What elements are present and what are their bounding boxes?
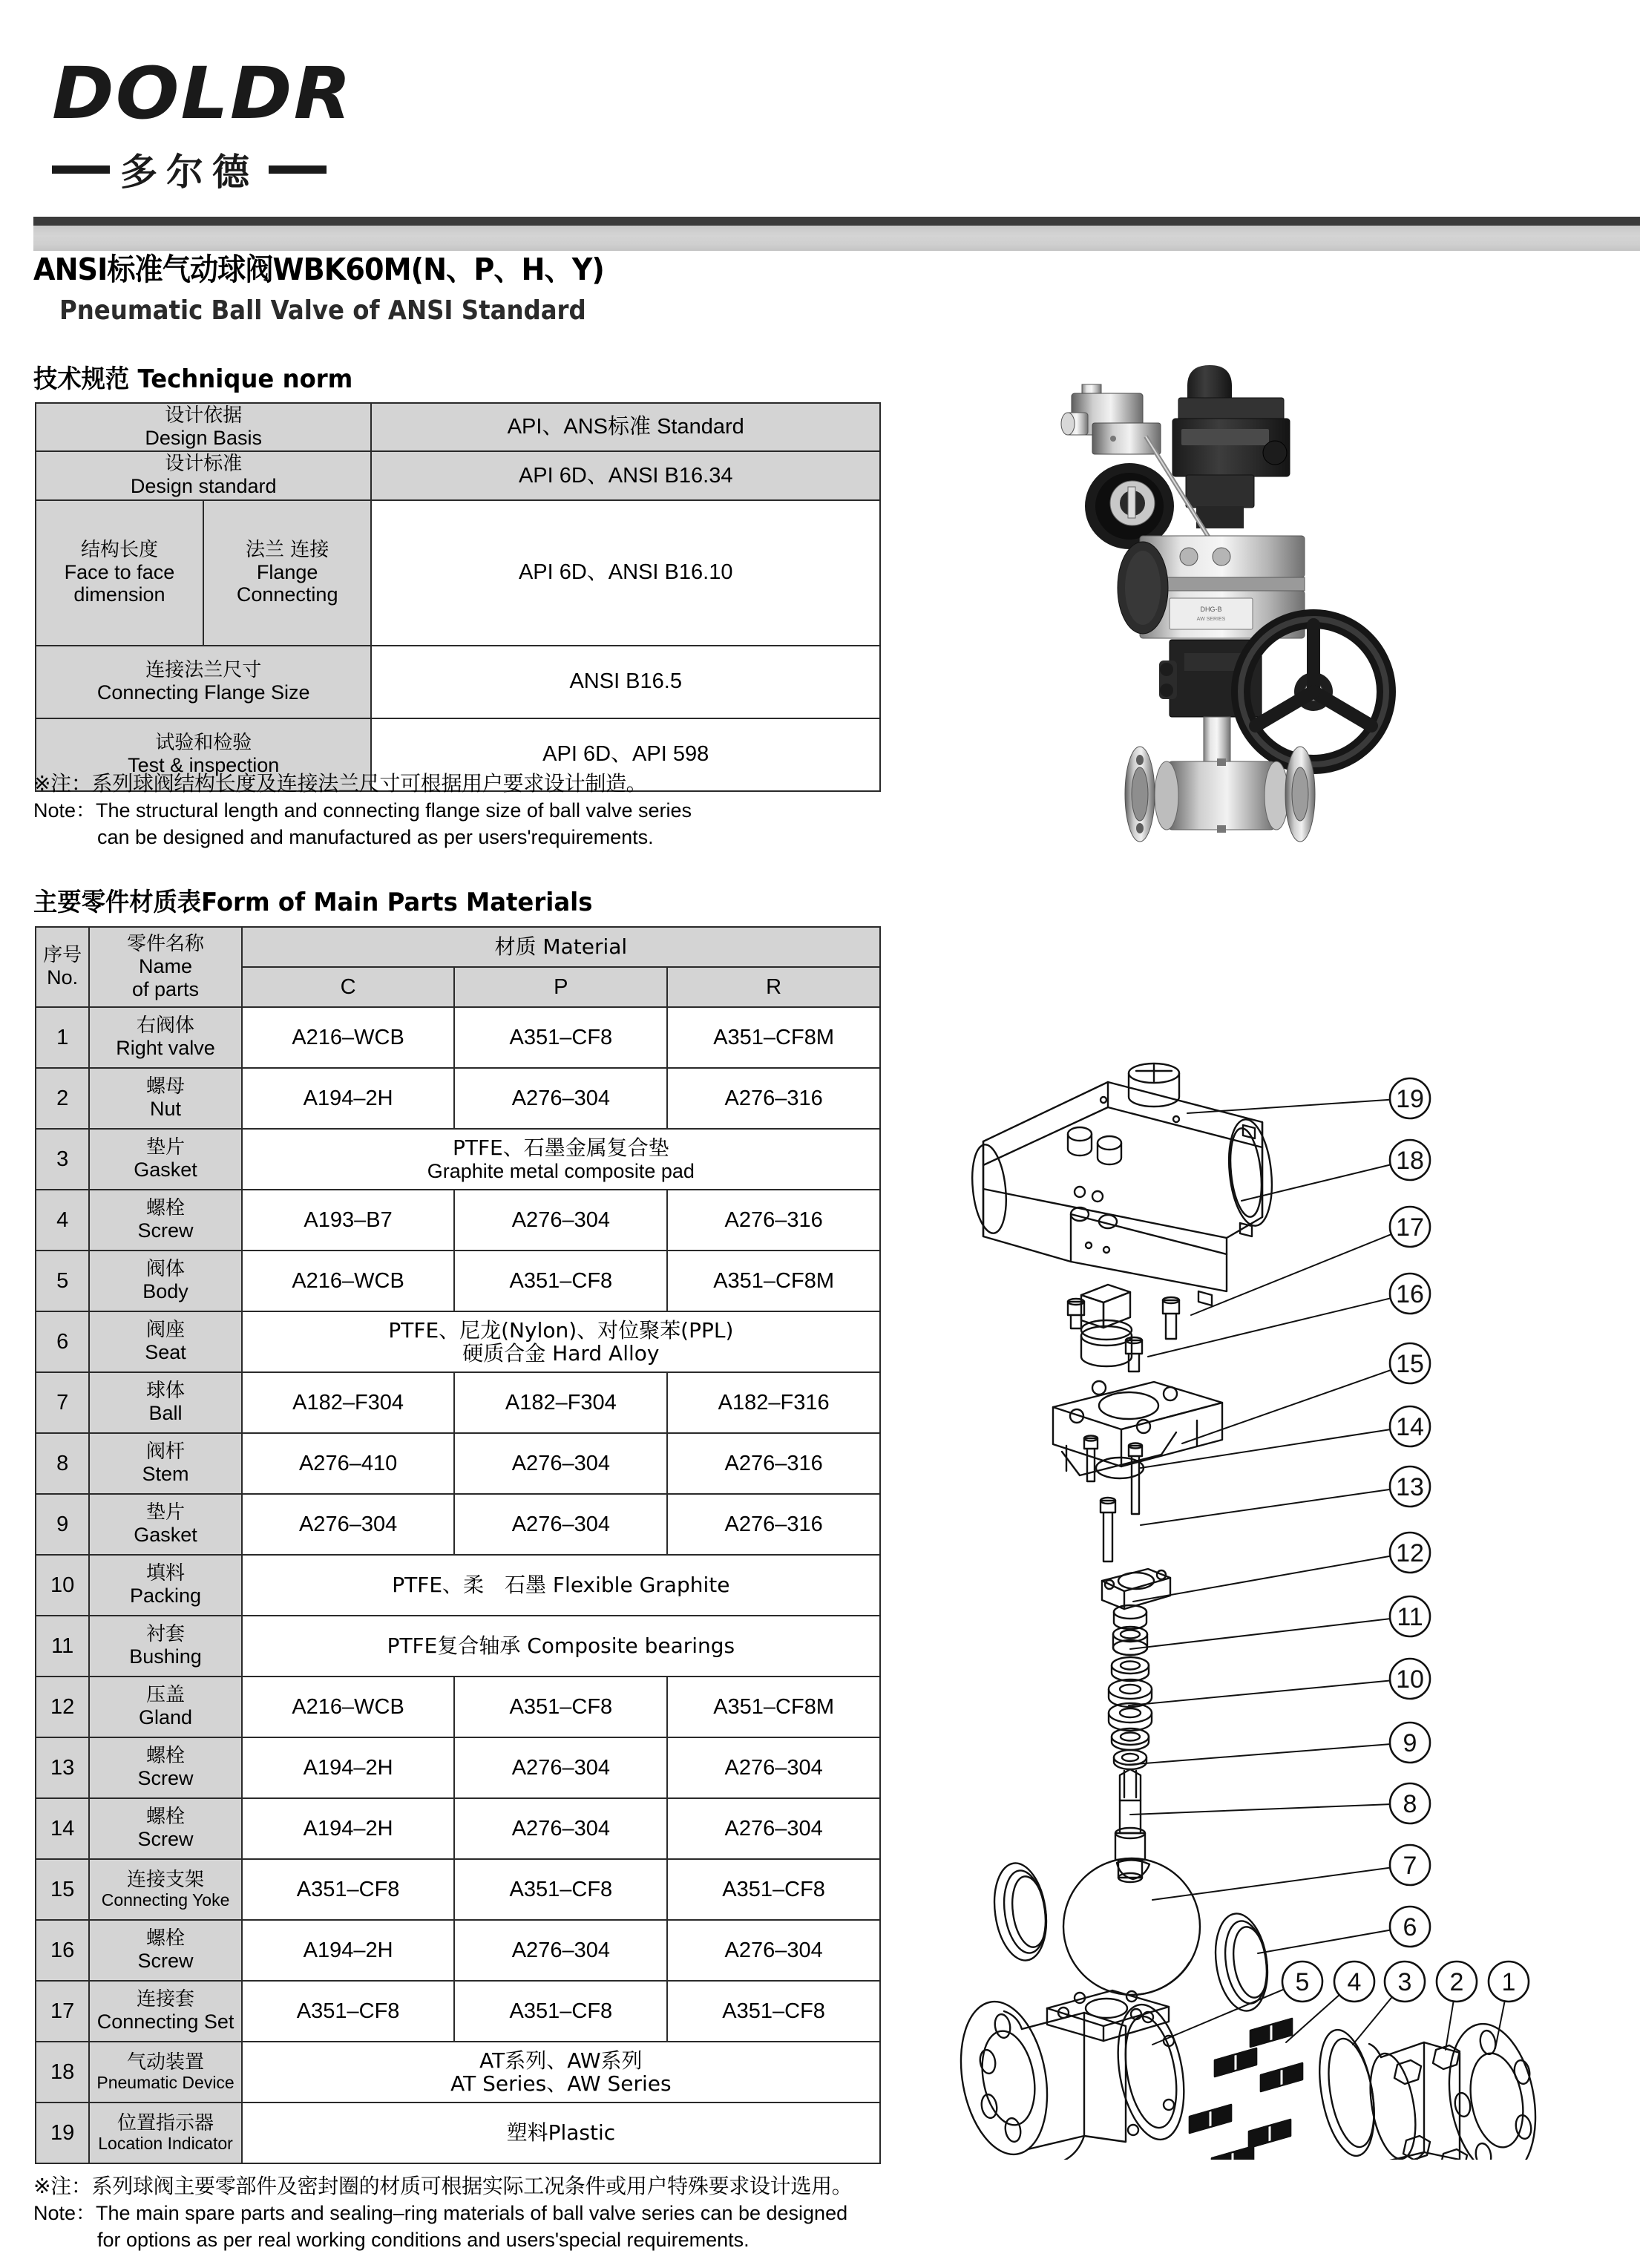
cell-part-name: [89, 1555, 241, 1616]
callout-leader-line: [1141, 1429, 1390, 1468]
cell-no: 10: [36, 1555, 89, 1616]
cell-part-name: [89, 1311, 241, 1372]
table-row: [36, 1372, 880, 1433]
header-col-c: C: [242, 967, 455, 1007]
part-name-en: Connecting Set: [96, 2010, 234, 2033]
cell-part-name: [89, 2042, 241, 2103]
table-row: [36, 2103, 880, 2163]
cell-part-name: [89, 1129, 241, 1190]
callout-leader-line: [1286, 1995, 1339, 2042]
cell-material-c: A193–B7: [242, 1190, 455, 1251]
technique-norm-note: [33, 770, 692, 850]
callout-5: [1282, 1961, 1322, 2002]
table-row: [36, 1920, 880, 1981]
callout-12: [1390, 1533, 1430, 1573]
part-name-en: Right valve: [116, 1037, 215, 1060]
callout-number: 14: [1396, 1413, 1424, 1441]
part-name-en: Pneumatic Device: [96, 2072, 234, 2092]
material-span-cn: PTFE、柔 石墨 Flexible Graphite: [392, 1573, 730, 1598]
main-parts-materials-table: [35, 926, 881, 2164]
part-name-en: Connecting Yoke: [101, 1890, 230, 1910]
part-name-cn: 位置指示器: [117, 2111, 214, 2134]
cell-material-r: A351–CF8: [667, 1859, 880, 1920]
part-connecting-yoke: [1053, 1381, 1222, 1478]
callout-14: [1390, 1406, 1430, 1446]
cell-material-r: A276–316: [667, 1494, 880, 1555]
label-en: Test & inspection: [128, 754, 280, 777]
part-gland: [1102, 1569, 1170, 1629]
cell-material-r: A276–304: [667, 1737, 880, 1798]
cell-material-c: A194–2H: [242, 1920, 455, 1981]
label-cn: 试验和检验: [155, 732, 252, 755]
callout-leader-line: [1495, 2001, 1505, 2048]
header-no: [36, 927, 89, 1007]
logo-rule-left: [52, 165, 110, 174]
label-cn: 设计标准: [165, 453, 243, 476]
label-en: Design standard: [130, 475, 277, 498]
cell-no: 6: [36, 1311, 89, 1372]
table-row: [36, 1007, 880, 1068]
cell-material-span: [242, 2042, 880, 2103]
callout-number: 17: [1396, 1213, 1424, 1242]
header-material-label: 材质 Material: [494, 934, 628, 959]
note-english-line1: Note：The structural length and connecting flange size of ball valve series: [33, 799, 692, 822]
cell-material-r: A276–316: [667, 1068, 880, 1129]
cell-material-span: [242, 1129, 880, 1190]
label-cn: 设计依据: [165, 404, 243, 427]
callout-number: 8: [1403, 1790, 1417, 1818]
cell-no: 11: [36, 1616, 89, 1677]
brand-logo: [52, 52, 468, 196]
cell-no: 13: [36, 1737, 89, 1798]
table-row: [36, 500, 880, 646]
header-col-p: P: [454, 967, 667, 1007]
table-row: [36, 403, 880, 451]
callout-number: 15: [1396, 1350, 1424, 1378]
cell-material-p: A276–304: [454, 1494, 667, 1555]
part-name-cn: 阀杆: [146, 1441, 186, 1464]
page-title-english: Pneumatic Ball Valve of ANSI Standard: [59, 295, 586, 326]
part-name-en: Gasket: [134, 1524, 197, 1547]
callout-number: 6: [1403, 1913, 1417, 1941]
materials-table-body: [36, 927, 880, 2163]
cell-material-r: A276–316: [667, 1433, 880, 1494]
table-row: [36, 1433, 880, 1494]
cell-part-name: [89, 1007, 241, 1068]
part-name-en: Screw: [137, 1219, 194, 1242]
cell-part-name: [89, 1677, 241, 1737]
header-col-r: R: [667, 967, 880, 1007]
part-ball: [1063, 1858, 1200, 1995]
callout-leader-line: [1141, 1489, 1390, 1525]
callout-13: [1390, 1466, 1430, 1507]
product-photo-pneumatic-ball-valve: [994, 349, 1544, 868]
part-name-cn: 螺栓: [146, 1927, 186, 1950]
cell-material-r: A351–CF8: [667, 1981, 880, 2042]
callout-9: [1390, 1723, 1430, 1763]
part-name-cn: 气动装置: [127, 2051, 205, 2074]
header-no-en: No.: [47, 966, 79, 989]
table-row: [36, 1311, 880, 1372]
section-heading-main-parts-materials: 主要零件材质表Form of Main Parts Materials: [33, 888, 593, 917]
part-name-cn: 压盖: [146, 1684, 186, 1707]
callout-17: [1390, 1207, 1430, 1247]
callout-7: [1390, 1845, 1430, 1885]
cell-part-name: [89, 1068, 241, 1129]
cell-material-p: A182–F304: [454, 1372, 667, 1433]
cell-material-r: A351–CF8M: [667, 1251, 880, 1311]
cell-no: 9: [36, 1494, 89, 1555]
callout-leader-line: [1182, 1370, 1391, 1443]
svg-text:AW SERIES: AW SERIES: [1196, 617, 1226, 622]
cell-material-p: A351–CF8: [454, 1677, 667, 1737]
photo-positioner: [1061, 384, 1161, 454]
svg-text:DHG-B: DHG-B: [1200, 606, 1222, 613]
part-name-cn: 螺栓: [146, 1806, 186, 1829]
callout-15: [1390, 1343, 1430, 1383]
cell-part-name: [89, 1190, 241, 1251]
cell-material-span: [242, 1311, 880, 1372]
cell-no: 14: [36, 1798, 89, 1859]
cell-material-p: A276–304: [454, 1068, 667, 1129]
cell-no: 8: [36, 1433, 89, 1494]
part-right-valve: [1363, 2017, 1546, 2160]
callout-leader-line: [1258, 1930, 1390, 1953]
table-row: [36, 1494, 880, 1555]
callout-8: [1390, 1783, 1430, 1823]
section-heading-technique-norm: 技术规范 Technique norm: [33, 364, 353, 394]
table-row: [36, 1190, 880, 1251]
cell-face-to-face-value: API 6D、ANSI B16.10: [371, 500, 880, 646]
cell-design-basis-label: [36, 403, 371, 451]
cell-material-c: A194–2H: [242, 1737, 455, 1798]
material-span-cn: PTFE、尼龙(Nylon)、对位聚苯(PPL): [388, 1317, 734, 1343]
cell-part-name: [89, 1737, 241, 1798]
part-name-cn: 阀座: [146, 1319, 186, 1342]
brand-chinese: 多尔德: [120, 151, 258, 194]
part-name-cn: 垫片: [146, 1136, 186, 1159]
callout-11: [1390, 1596, 1430, 1636]
cell-material-c: A351–CF8: [242, 1981, 455, 2042]
table-header-row: [36, 927, 880, 967]
brand-wordmark: DOLDR: [52, 52, 353, 135]
material-span-cn: PTFE复合轴承 Composite bearings: [387, 1633, 735, 1659]
callout-number: 3: [1397, 1968, 1412, 1996]
exploded-assembly-diagram: [931, 1039, 1629, 2160]
callout-leader-line: [1126, 1744, 1390, 1765]
part-bushing: [1113, 1627, 1147, 1655]
callout-leader-line: [1353, 1997, 1392, 2045]
cell-material-p: A276–304: [454, 1433, 667, 1494]
callout-number: 10: [1396, 1665, 1424, 1694]
cell-material-span: [242, 1555, 880, 1616]
cell-no: 17: [36, 1981, 89, 2042]
cell-material-p: A276–304: [454, 1920, 667, 1981]
callout-leader-line: [1129, 1681, 1390, 1705]
table-row: [36, 1677, 880, 1737]
callout-number: 11: [1397, 1603, 1423, 1631]
materials-note: [33, 2173, 852, 2253]
callout-19: [1390, 1078, 1430, 1118]
callout-number: 9: [1403, 1729, 1417, 1757]
callout-10: [1390, 1659, 1430, 1699]
callout-1: [1489, 1961, 1529, 2002]
cell-material-r: A351–CF8M: [667, 1677, 880, 1737]
callout-number: 5: [1295, 1968, 1310, 1996]
material-span-en: Graphite metal composite pad: [427, 1159, 695, 1182]
callout-number: 12: [1396, 1539, 1424, 1567]
table-row: [36, 646, 880, 718]
material-span-cn: 塑料Plastic: [506, 2120, 616, 2146]
part-name-en: Seat: [145, 1341, 186, 1364]
material-span-cn: AT系列、AW系列: [479, 2048, 643, 2073]
callout-16: [1390, 1274, 1430, 1314]
table-row: [36, 1798, 880, 1859]
cell-material-r: A182–F316: [667, 1372, 880, 1433]
header-no-cn: 序号: [43, 944, 82, 967]
note-chinese: ※注：系列球阀主要零部件及密封圈的材质可根据实际工况条件或用户特殊要求设计选用。: [33, 2174, 853, 2198]
note-english-line1: Note：The main spare parts and sealing–ring materials of ball valve series can be designed: [33, 2201, 848, 2224]
part-packing: [1109, 1657, 1152, 1731]
cell-material-span: [242, 1616, 880, 1677]
header-material-group: [242, 927, 880, 967]
label-cn: 结构长度: [80, 538, 158, 561]
part-name-en: Gasket: [134, 1158, 197, 1181]
cell-flange-size-value: ANSI B16.5: [371, 646, 880, 718]
cell-material-p: A351–CF8: [454, 1251, 667, 1311]
callout-number: 7: [1403, 1852, 1417, 1880]
callout-leader-line: [1130, 1619, 1390, 1649]
material-span-cn: PTFE、石墨金属复合垫: [452, 1135, 669, 1161]
cell-material-c: A216–WCB: [242, 1677, 455, 1737]
part-name-cn: 衬套: [146, 1623, 186, 1646]
cell-no: 16: [36, 1920, 89, 1981]
material-span-en: AT Series、AW Series: [450, 2071, 672, 2096]
cell-no: 15: [36, 1859, 89, 1920]
part-name-cn: 阀体: [146, 1258, 186, 1281]
callout-bubbles: [1282, 1078, 1529, 2002]
header-name-en2: of parts: [132, 977, 200, 1000]
part-connecting-set: [1081, 1285, 1132, 1366]
cell-part-name: [89, 1859, 241, 1920]
cell-material-p: A276–304: [454, 1737, 667, 1798]
part-stem: [1115, 1769, 1145, 1882]
part-name-cn: 螺栓: [146, 1745, 186, 1768]
table-row: [36, 1129, 880, 1190]
cell-material-p: A276–304: [454, 1190, 667, 1251]
cell-part-name: [89, 1798, 241, 1859]
callout-number: 1: [1501, 1968, 1516, 1996]
table-row: [36, 1068, 880, 1129]
cell-part-name: [89, 1494, 241, 1555]
table-row: [36, 451, 880, 499]
callout-leader-line: [1148, 1298, 1391, 1357]
cell-material-r: A276–316: [667, 1190, 880, 1251]
callout-number: 19: [1396, 1085, 1424, 1113]
logo-rule-right: [269, 165, 327, 174]
cell-flange-connecting-label: [203, 500, 372, 646]
cell-flange-size-label: [36, 646, 371, 718]
cell-material-p: A276–304: [454, 1798, 667, 1859]
part-name-en: Location Indicator: [98, 2133, 233, 2153]
cell-part-name: [89, 1372, 241, 1433]
cell-material-p: A351–CF8: [454, 1981, 667, 2042]
callout-leader-line: [1242, 1164, 1391, 1201]
part-name-en: Bushing: [129, 1645, 202, 1668]
table-row: [36, 2042, 880, 2103]
callout-number: 13: [1396, 1473, 1424, 1501]
table-row: [36, 1616, 880, 1677]
part-name-en: Nut: [150, 1098, 182, 1121]
cell-no: 4: [36, 1190, 89, 1251]
cell-test-inspection-value: API 6D、API 598: [371, 718, 880, 791]
cell-no: 5: [36, 1251, 89, 1311]
part-name-en: Ball: [148, 1402, 183, 1425]
cell-design-standard-value: API 6D、ANSI B16.34: [371, 451, 880, 499]
cell-material-c: A194–2H: [242, 1798, 455, 1859]
table-row: [36, 1737, 880, 1798]
cell-no: 2: [36, 1068, 89, 1129]
cell-design-standard-label: [36, 451, 371, 499]
cell-material-span: [242, 2103, 880, 2163]
part-name-cn: 球体: [146, 1380, 186, 1403]
header-name-of-parts: [89, 927, 241, 1007]
photo-handwheel: [1241, 619, 1386, 764]
label-en: Connecting Flange Size: [96, 681, 310, 704]
cell-material-c: A351–CF8: [242, 1859, 455, 1920]
part-name-en: Packing: [130, 1584, 202, 1607]
header-bar-dark-strip: [33, 217, 1640, 226]
cell-part-name: [89, 1920, 241, 1981]
part-studs: [1190, 2019, 1302, 2160]
callout-leader-line: [1446, 2002, 1454, 2050]
cell-material-c: A216–WCB: [242, 1251, 455, 1311]
cell-part-name: [89, 1251, 241, 1311]
cell-material-c: A182–F304: [242, 1372, 455, 1433]
callout-leader-line: [1133, 1556, 1390, 1602]
callout-6: [1390, 1907, 1430, 1947]
note-english-line2: for options as per real working conditions and users'special requirements.: [97, 2228, 750, 2251]
cell-material-p: A351–CF8: [454, 1007, 667, 1068]
cell-material-r: A276–304: [667, 1798, 880, 1859]
part-name-cn: 螺栓: [146, 1197, 186, 1220]
header-name-en1: Name: [139, 955, 193, 978]
cell-no: 1: [36, 1007, 89, 1068]
part-name-cn: 连接套: [137, 1988, 195, 2011]
callout-leader-line: [1191, 1234, 1391, 1315]
cell-part-name: [89, 2103, 241, 2163]
cell-no: 12: [36, 1677, 89, 1737]
table-row: [36, 1251, 880, 1311]
cell-face-to-face-label: [36, 500, 203, 646]
part-name-en: Screw: [137, 1828, 194, 1851]
callout-3: [1385, 1961, 1425, 2002]
part-valve-body: [950, 1990, 1194, 2160]
label-cn: 连接法兰尺寸: [145, 659, 262, 682]
part-name-en: Screw: [137, 1950, 194, 1973]
part-name-cn: 螺母: [146, 1075, 186, 1098]
cell-material-p: A351–CF8: [454, 1859, 667, 1920]
cell-no: 3: [36, 1129, 89, 1190]
callout-number: 4: [1347, 1968, 1362, 1996]
cell-part-name: [89, 1616, 241, 1677]
cell-material-c: A276–410: [242, 1433, 455, 1494]
part-name-en: Stem: [142, 1463, 189, 1486]
header-name-cn: 零件名称: [127, 933, 205, 956]
note-chinese: ※注：系列球阀结构长度及连接法兰尺寸可根据用户要求设计制造。: [33, 771, 647, 796]
callout-leader-line: [1152, 1868, 1390, 1900]
label-en: Design Basis: [145, 427, 262, 450]
callout-4: [1334, 1961, 1374, 2002]
cell-material-r: A276–304: [667, 1920, 880, 1981]
callout-leader-line: [1187, 1100, 1390, 1113]
callout-leader-line: [1130, 1804, 1390, 1815]
part-name-cn: 连接支架: [127, 1868, 205, 1891]
callout-number: 16: [1396, 1280, 1424, 1308]
label-en: Face to face dimension: [64, 561, 175, 606]
technique-norm-table: [35, 402, 881, 792]
cell-design-basis-value: API、ANS标准 Standard: [371, 403, 880, 451]
table-row: [36, 1555, 880, 1616]
note-english-line2: can be designed and manufactured as per users'requirements.: [97, 825, 654, 848]
table-row: [36, 1859, 880, 1920]
page-title-chinese: ANSI标准气动球阀WBK60M(N、P、H、Y): [33, 252, 604, 287]
part-name-cn: 右阀体: [137, 1015, 195, 1038]
part-name-en: Screw: [137, 1767, 194, 1790]
cell-material-r: A351–CF8M: [667, 1007, 880, 1068]
cell-material-c: A216–WCB: [242, 1007, 455, 1068]
sublabel-cn: 法兰 连接: [246, 538, 329, 561]
callout-2: [1437, 1961, 1477, 2002]
part-pneumatic-actuator: [968, 1063, 1277, 1305]
callout-number: 2: [1449, 1968, 1464, 1996]
part-name-cn: 垫片: [146, 1501, 186, 1524]
cell-no: 19: [36, 2103, 89, 2163]
cell-material-c: A194–2H: [242, 1068, 455, 1129]
sublabel-en: Flange Connecting: [236, 561, 338, 606]
cell-material-c: A276–304: [242, 1494, 455, 1555]
brand-chinese-row: [52, 142, 423, 196]
part-name-en: Gland: [139, 1706, 193, 1729]
part-name-en: Body: [142, 1280, 188, 1303]
table-row: [36, 1981, 880, 2042]
part-screws-14-13: [1084, 1436, 1142, 1562]
callout-18: [1390, 1140, 1430, 1180]
part-name-cn: 填料: [146, 1562, 186, 1585]
cell-part-name: [89, 1981, 241, 2042]
cell-no: 7: [36, 1372, 89, 1433]
cell-no: 18: [36, 2042, 89, 2103]
material-span-en: 硬质合金 Hard Alloy: [462, 1341, 660, 1366]
callout-number: 18: [1396, 1147, 1424, 1175]
cell-part-name: [89, 1433, 241, 1494]
